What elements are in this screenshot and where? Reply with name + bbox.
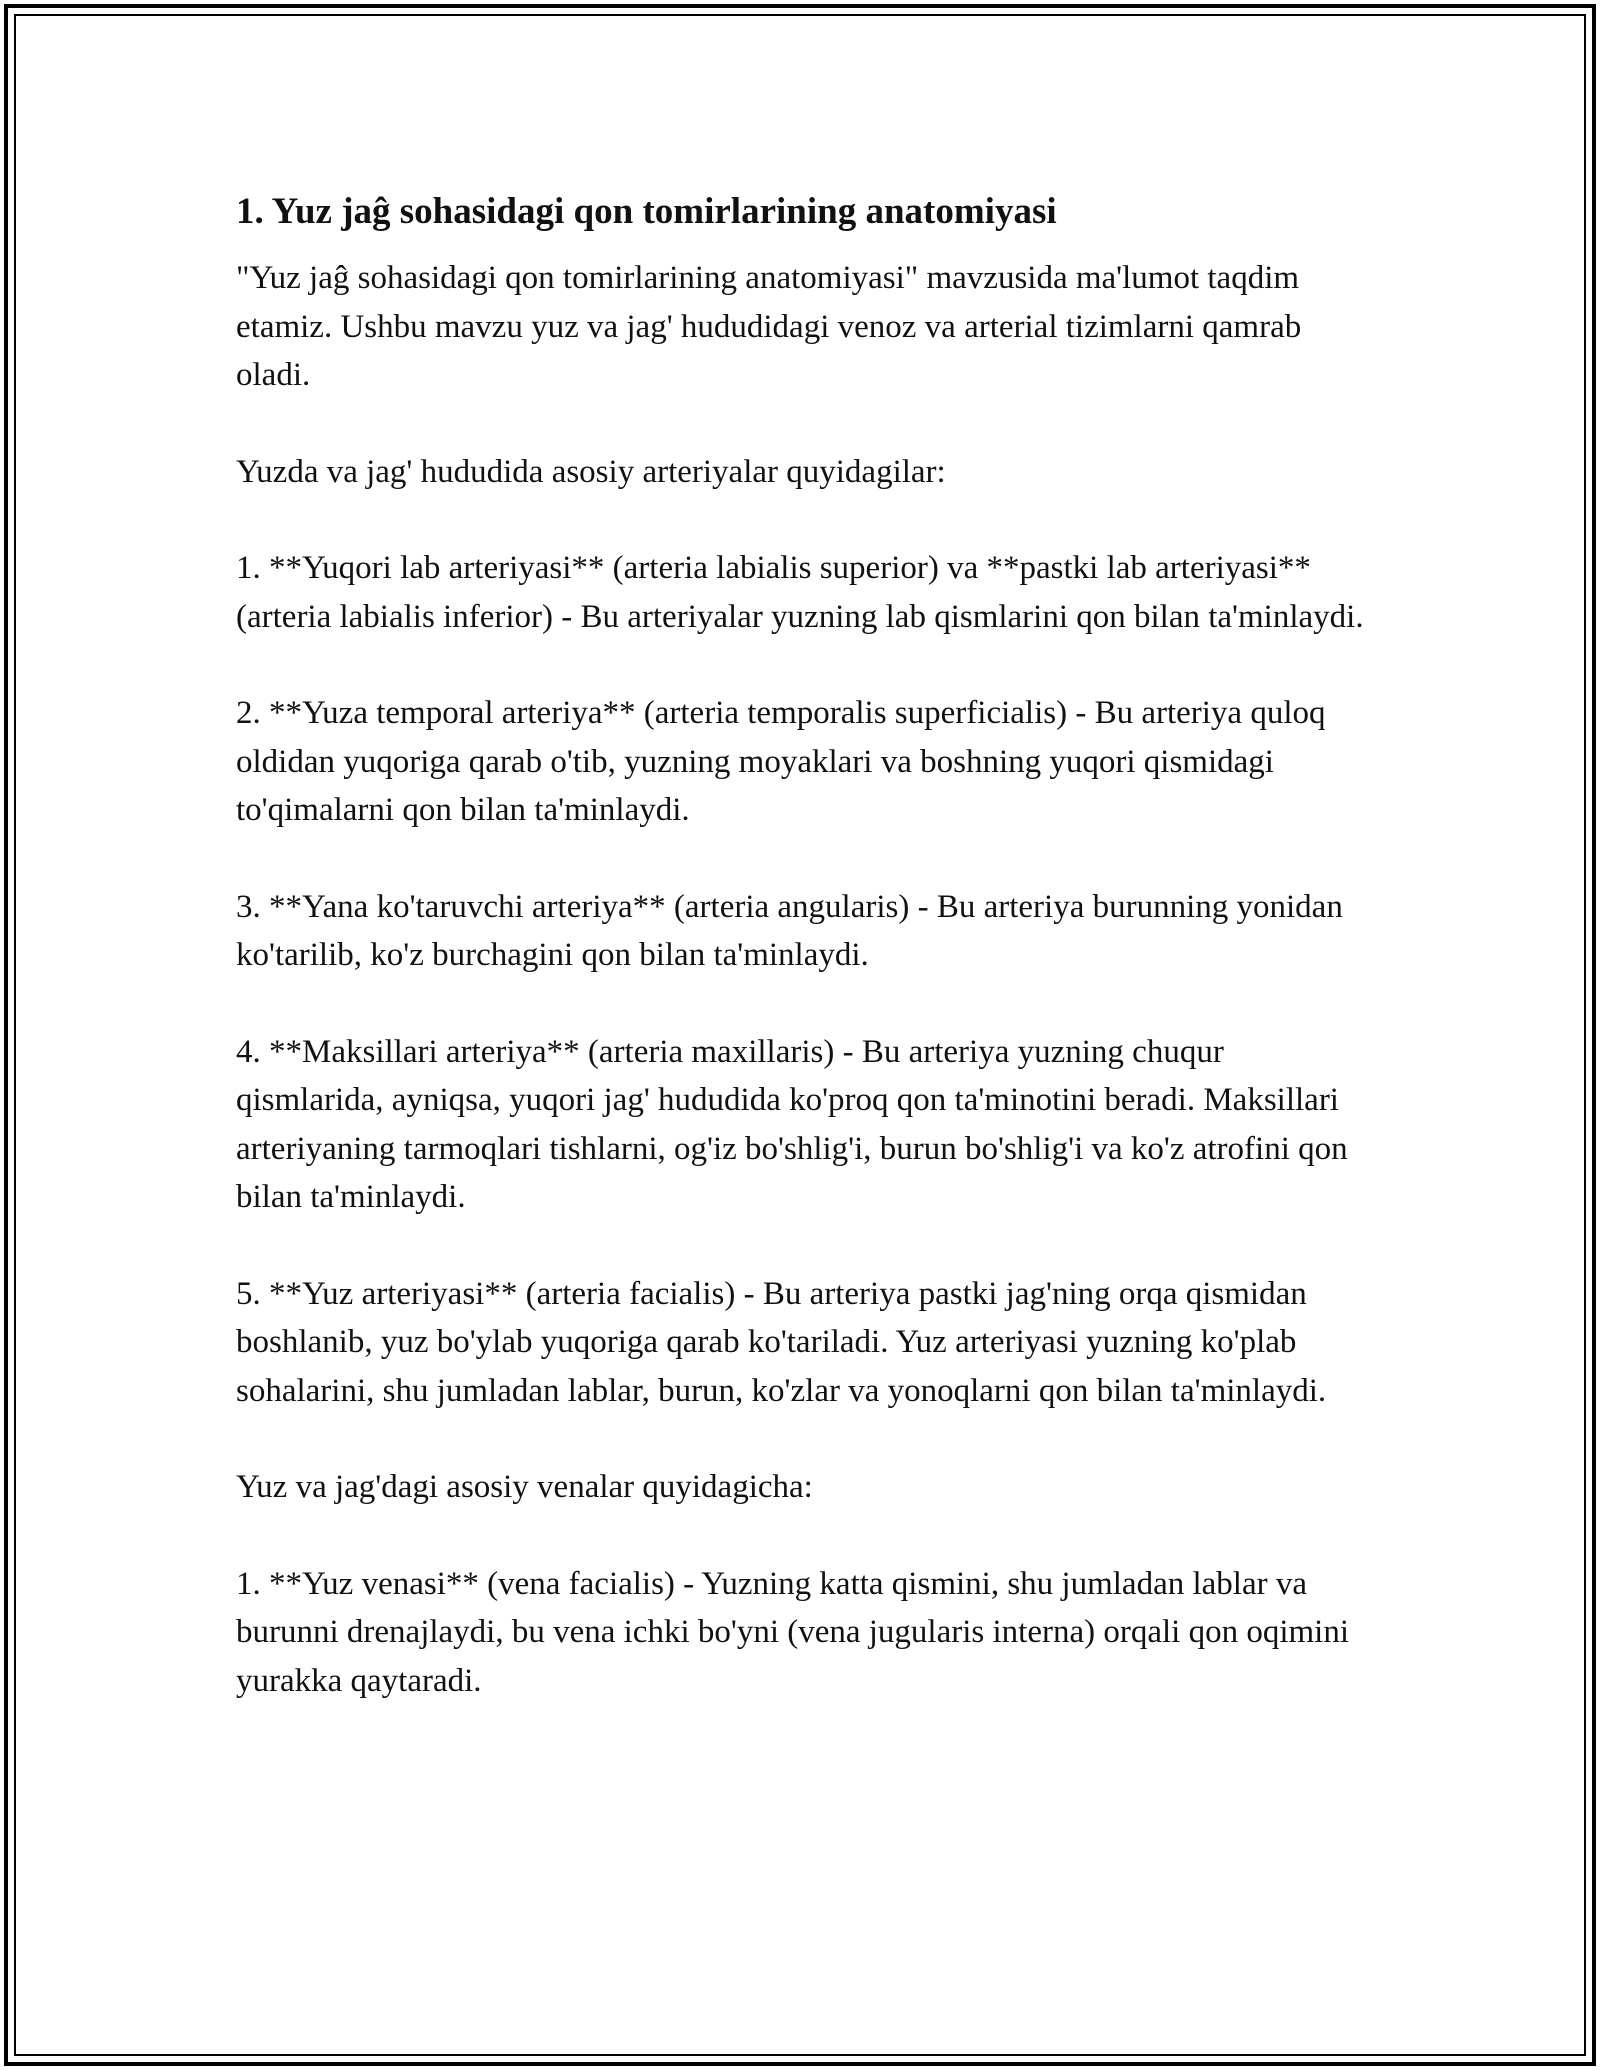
arteries-heading-paragraph: Yuzda va jag' hududida asosiy arteriyalar quyidagilar: (236, 453, 946, 490)
artery-item-5: 5. **Yuz arteriyasi** (arteria facialis) - Bu arteriya pastki jag'ning orqa qismidan boshlanib, yuz bo'ylab yuqoriga qarab ko'tariladi. Yuz arteriyasi yuzning ko'plab sohalarini, shu jumladan lablar, burun, ko'zlar va yonoqlarni qon bilan ta'minlaydi. (236, 1275, 1327, 1409)
document-title: 1. Yuz jaĝ sohasidagi qon tomirlarining anatomiyasi (236, 191, 1057, 232)
artery-item-3: 3. **Yana ko'taruvchi arteriya** (arteria angularis) - Bu arteriya burunning yonidan ko'tarilib, ko'z burchagini qon bilan ta'minlaydi. (236, 888, 1343, 973)
veins-heading-paragraph: Yuz va jag'dagi asosiy venalar quyidagicha: (236, 1469, 813, 1505)
artery-item-4: 4. **Maksillari arteriya** (arteria maxillaris) - Bu arteriya yuzning chuqur qismlarida, ayniqsa, yuqori jag' hududida ko'proq qon ta'minotini beradi. Maksillari arteriyaning tarmoqlari tishlarni, og'iz bo'shlig'i, burun bo'shlig'i va ko'z atrofini qon bilan ta'minlaydi. (236, 1033, 1348, 1215)
artery-item-1: 1. **Yuqori lab arteriyasi** (arteria labialis superior) va **pastki lab arteriyasi** (arteria labialis inferior) - Bu arteriyalar yuzning lab qismlarini qon bilan ta'minlaydi. (236, 550, 1364, 635)
intro-paragraph: "Yuz jaĝ sohasidagi qon tomirlarining anatomiyasi" mavzusida ma'lumot taqdim etamiz. Ushbu mavzu yuz va jag' hududidagi venoz va arterial tizimlarni qamrab oladi. (236, 260, 1302, 393)
document-body (236, 186, 1366, 1753)
artery-item-2: 2. **Yuza temporal arteriya** (arteria temporalis superficialis) - Bu arteriya quloq oldidan yuqoriga qarab o'tib, yuzning moyaklari va boshning yuqori qismidagi to'qimalarni qon bilan ta'minlaydi. (236, 695, 1326, 828)
vein-item-1: 1. **Yuz venasi** (vena facialis) - Yuzning katta qismini, shu jumladan lablar va burunni drenajlaydi, bu vena ichki bo'yni (vena jugularis interna) orqali qon oqimini yurakka qaytaradi. (236, 1565, 1350, 1699)
